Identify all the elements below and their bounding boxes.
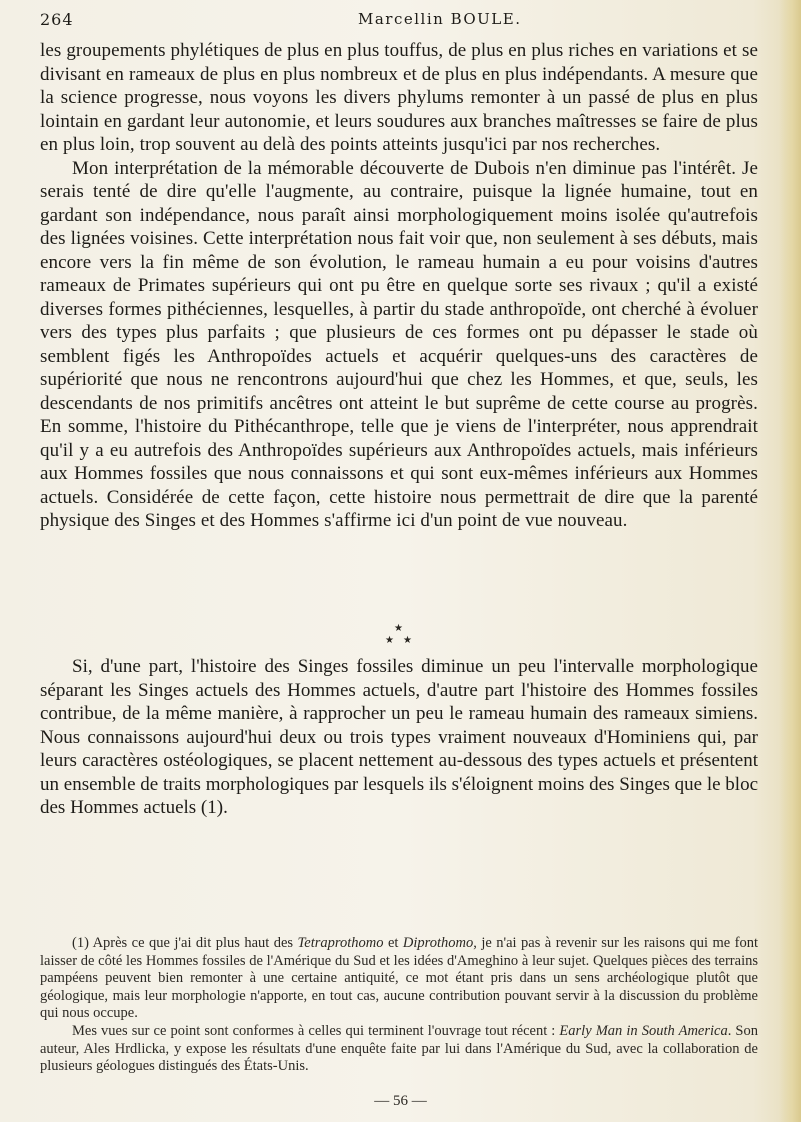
footnote-text: et: [383, 935, 403, 951]
page-header: [40, 8, 760, 32]
footnote-italic: Tetraprothomo: [297, 935, 384, 951]
section-asterism: [385, 623, 415, 653]
footnote: [40, 935, 758, 1076]
paragraph: Si, d'une part, l'histoire des Singes fossiles diminue un peu l'intervalle morphologique séparant les Singes actuels des Hommes actuels, d'autre part l'histoire des Hommes fossiles contribue, de la même manière, à rapprocher un peu le rameau humain des rameaux simiens. Nous connaissons aujourd'hui deux ou trois types vraiment nouveaux d'Hominiens qui, par leurs caractères ostéologiques, se placent nettement au-dessous des types actuels et présentent un ensemble de traits morphologiques par lesquels ils s'éloignent moins des Singes que le bloc des Hommes actuels (1).: [40, 656, 758, 818]
folio: — 56 —: [374, 1093, 427, 1109]
footnote-paragraph: [40, 1023, 758, 1076]
main-text: [40, 39, 758, 533]
footnote-italic: Early Man in South America: [559, 1022, 728, 1039]
paragraph: les groupements phylétiques de plus en plus touffus, de plus en plus riches en variations et se divisant en rameaux de plus en plus nombreux et de plus en plus indépendants. A mesure que la science progresse, nous voyons les divers phylums remonter à un passé de plus en plus lointain en gardant leur autonomie, et leurs soudures aux branches maîtresses se faire de plus en plus loin, trop souvent au delà des points atteints jusqu'ici par nos recherches.: [40, 40, 758, 155]
section-text: [40, 655, 758, 820]
footnote-text: (1) Après ce que j'ai dit plus haut des: [72, 935, 298, 951]
star-icon: ★: [394, 623, 403, 634]
star-icon: ★: [403, 635, 412, 646]
footnote-paragraph: [40, 935, 758, 1023]
footnote-text: . Son auteur, Ales Hrdlicka, y expose les résultats d'une enquête faite par lui dans l'Amérique du Sud, avec la collaboration de plusieurs géologues distingués des États-Unis.: [40, 1022, 758, 1075]
page-number: 264: [40, 10, 74, 29]
running-title: Marcellin BOULE.: [358, 10, 522, 28]
paragraph: Mon interprétation de la mémorable découverte de Dubois n'en diminue pas l'intérêt. Je serais tenté de dire qu'elle l'augmente, au contraire, puisque la lignée humaine, tout en gardant son indépendance, nous paraît ainsi morphologiquement moins isolée qu'autrefois des lignées voisines. Cette interprétation nous fait voir que, non seulement à ses débuts, mais encore vers la fin même de son évolution, le rameau humain a eu pour voisins d'autres rameaux de Primates supérieurs qui ont pu être en quelque sorte ses rivaux ; qu'il a existé diverses formes pithéciennes, lesquelles, à partir du stade anthropoïde, ont cherché à évoluer vers des types plus parfaits ; que plusieurs de ces formes ont pu dépasser le stade où semblent figés les Anthropoïdes actuels et acquérir quelques-uns des caractères de supériorité que nous ne rencontrons aujourd'hui que chez les Hommes, et que, seuls, les descendants de nos primitifs ancêtres ont atteint le but suprême de cette course au progrès. En somme, l'histoire du Pithécanthrope, telle que je viens de l'interpréter, nous apprendrait qu'il y a eu autrefois des Anthropoïdes supérieurs aux Anthropoïdes actuels, mais inférieurs aux Hommes fossiles que nous connaissons et qui sont eux-mêmes inférieurs aux Hommes actuels. Considérée de cette façon, cette histoire nous permettrait de dire que la parenté physique des Singes et des Hommes s'affirme ici d'un point de vue nouveau.: [40, 157, 758, 531]
star-icon: ★: [385, 635, 394, 646]
page-edge-discoloration: [779, 0, 801, 1122]
footnote-text: , je n'ai pas à revenir sur les raisons qui me font laisser de côté les Hommes fossiles de l'Amérique du Sud et les idées d'Ameghino à leur sujet. Quelques pièces des terrains pampéens peuvent bien remonter à une certaine antiquité, ce mot étant pris dans un sens archéologique plutôt que géologique, mais leur morphologie n'apporte, en tout cas, aucune contribution pouvant servir à la discussion du problème qui nous occupe.: [40, 935, 759, 1022]
footnote-italic: Diprothomo: [402, 935, 474, 951]
footnote-text: Mes vues sur ce point sont conformes à celles qui terminent l'ouvrage tout récent :: [72, 1022, 560, 1039]
